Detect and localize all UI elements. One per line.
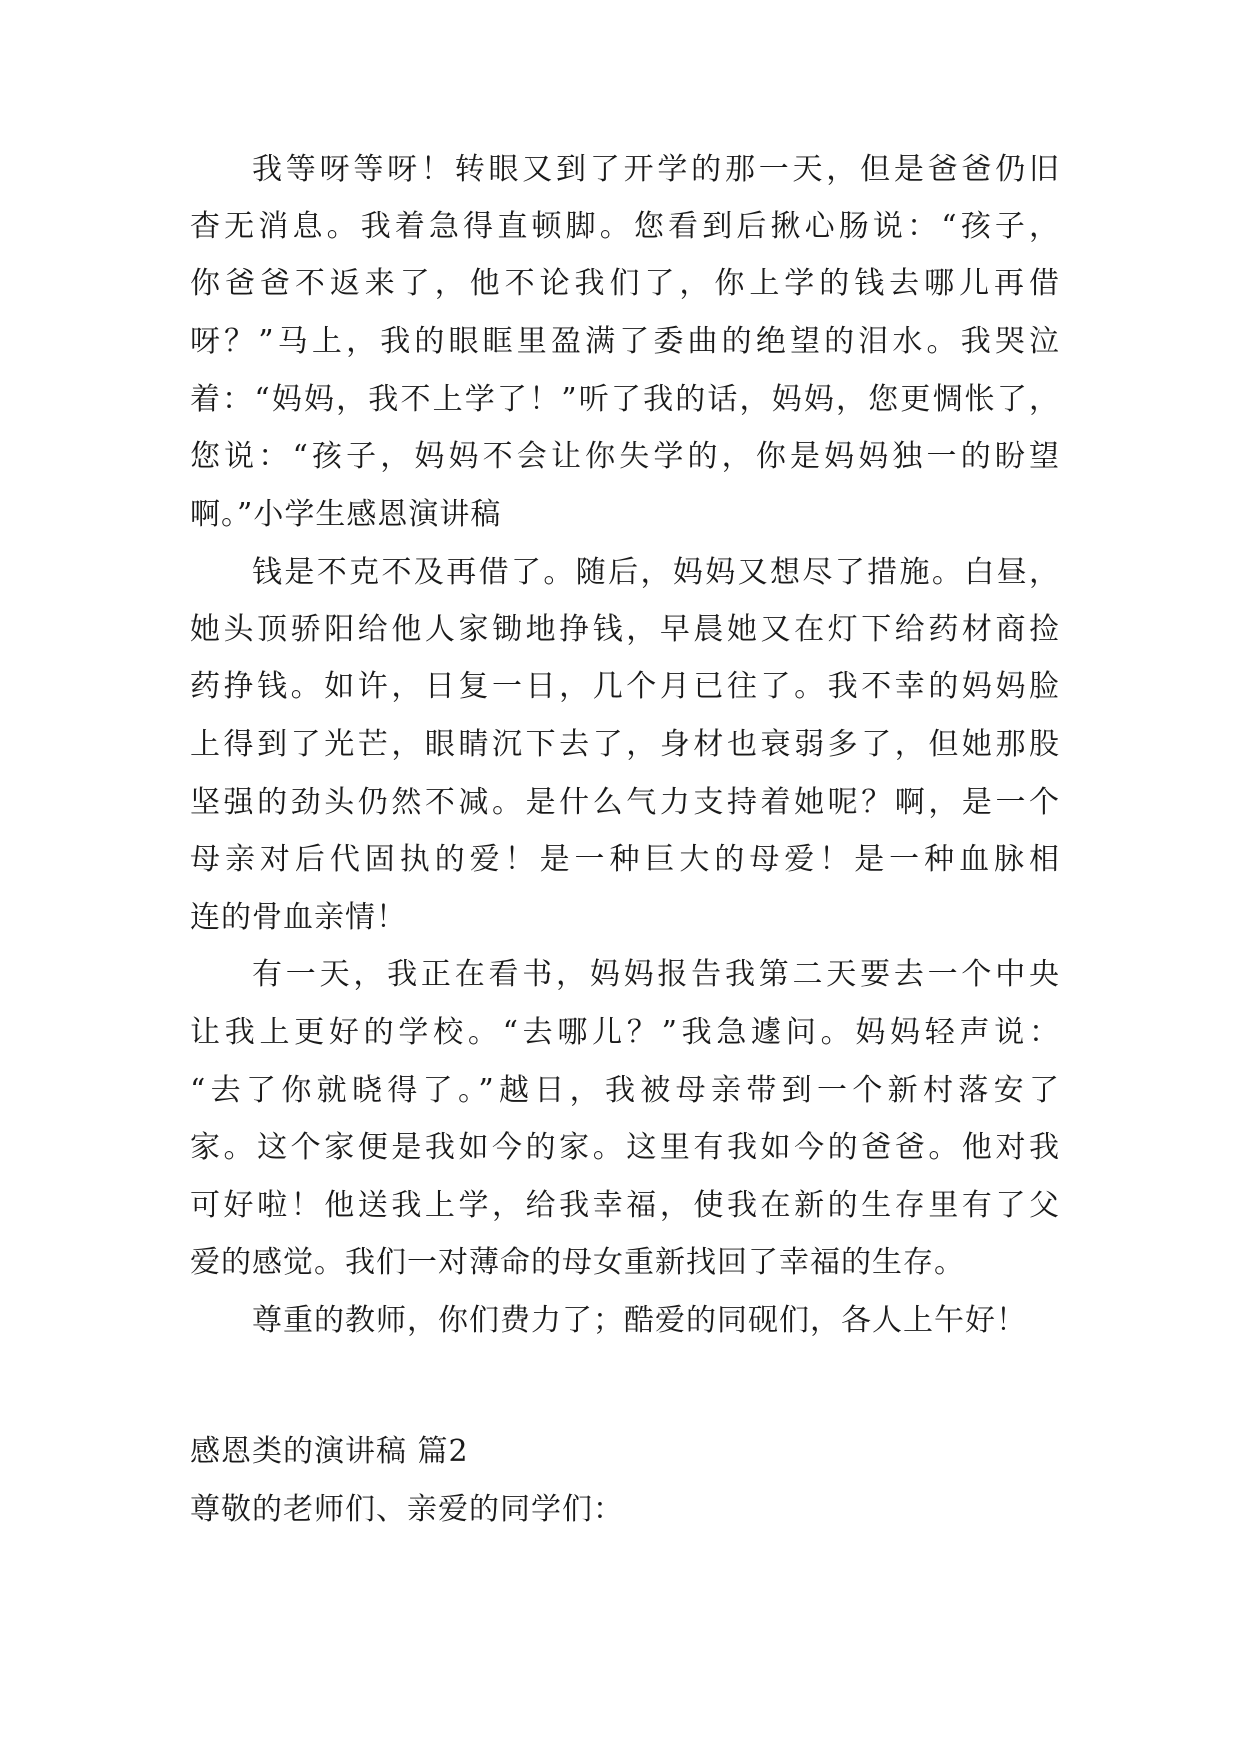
paragraph-1-line-1: 我等呀等呀！转眼又到了开学的那一天，但是爸爸仍旧 bbox=[252, 152, 1060, 187]
paragraph-3-line-3: “去了你就晓得了。”越日，我被母亲带到一个新村落安了 bbox=[190, 1073, 1060, 1108]
paragraph-1-line-3: 你爸爸不返来了，他不论我们了，你上学的钱去哪儿再借 bbox=[190, 266, 1060, 301]
paragraph-2-line-3: 药挣钱。如许，日复一日，几个月已往了。我不幸的妈妈脸 bbox=[190, 669, 1060, 704]
paragraph-2-line-2: 她头顶骄阳给他人家锄地挣钱，早晨她又在灯下给药材商捡 bbox=[190, 612, 1060, 647]
paragraph-1-line-5: 着：“妈妈，我不上学了！”听了我的话，妈妈，您更惆怅了， bbox=[190, 382, 1060, 417]
paragraph-3-line-2: 让我上更好的学校。“去哪儿？”我急遽问。妈妈轻声说： bbox=[190, 1015, 1060, 1050]
paragraph-2-line-6: 母亲对后代固执的爱！是一种巨大的母爱！是一种血脉相 bbox=[190, 842, 1060, 877]
section-heading: 感恩类的演讲稿 篇2 bbox=[190, 1434, 469, 1469]
greeting-line: 尊重的教师，你们费力了；酷爱的同砚们，各人上午好！ bbox=[252, 1303, 1027, 1338]
paragraph-1-line-2: 杳无消息。我着急得直顿脚。您看到后揪心肠说：“孩子， bbox=[190, 209, 1060, 244]
paragraph-1-line-6: 您说：“孩子，妈妈不会让你失学的，你是妈妈独一的盼望 bbox=[190, 439, 1060, 474]
paragraph-3-line-6: 爱的感觉。我们一对薄命的母女重新找回了幸福的生存。 bbox=[190, 1245, 965, 1280]
paragraph-1-line-7: 啊。”小学生感恩演讲稿 bbox=[190, 497, 502, 532]
paragraph-1-line-4: 呀？”马上，我的眼眶里盈满了委曲的绝望的泪水。我哭泣 bbox=[190, 324, 1060, 359]
paragraph-3-line-5: 可好啦！他送我上学，给我幸福，使我在新的生存里有了父 bbox=[190, 1188, 1060, 1223]
salutation-line: 尊敬的老师们、亲爱的同学们： bbox=[190, 1492, 624, 1527]
paragraph-2-line-7: 连的骨血亲情！ bbox=[190, 900, 407, 935]
paragraph-3-line-4: 家。这个家便是我如今的家。这里有我如今的爸爸。他对我 bbox=[190, 1130, 1060, 1165]
paragraph-2-line-1: 钱是不克不及再借了。随后，妈妈又想尽了措施。白昼， bbox=[252, 555, 1060, 590]
paragraph-3-line-1: 有一天，我正在看书，妈妈报告我第二天要去一个中央 bbox=[252, 957, 1060, 992]
paragraph-2-line-4: 上得到了光芒，眼睛沉下去了，身材也衰弱多了，但她那股 bbox=[190, 727, 1060, 762]
paragraph-2-line-5: 坚强的劲头仍然不减。是什么气力支持着她呢？啊，是一个 bbox=[190, 785, 1060, 820]
